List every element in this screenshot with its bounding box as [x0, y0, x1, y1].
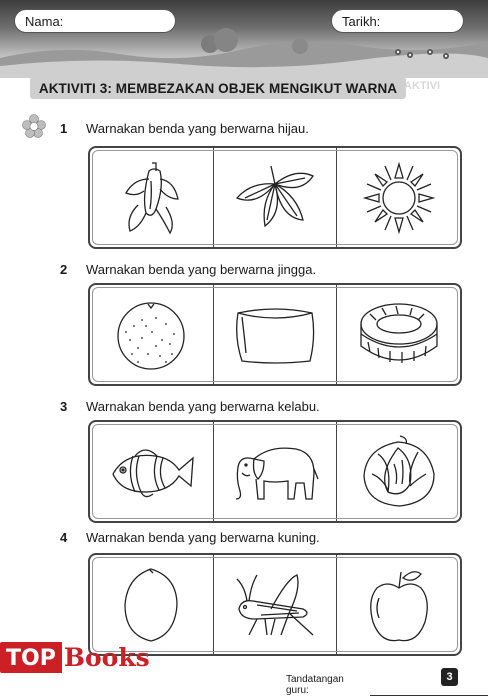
- clownfish-icon: [105, 442, 197, 502]
- picture-cell-bowl[interactable]: [214, 285, 338, 384]
- date-field[interactable]: [331, 9, 464, 33]
- question-3: [60, 399, 320, 414]
- question-number: 4: [60, 530, 68, 545]
- question-text: Warnakan benda yang berwarna jingga.: [86, 262, 317, 277]
- activity-title-shadow: AKTIVI: [404, 80, 441, 92]
- teacher-signature-label: Tandatangan guru:: [286, 674, 344, 696]
- question-text: Warnakan benda yang berwarna kelabu.: [86, 399, 320, 414]
- picture-cell-lemon[interactable]: [90, 555, 214, 654]
- picture-row-2: [88, 283, 462, 386]
- header-banner: [0, 0, 488, 78]
- banana-icon: [116, 157, 186, 239]
- activity-title: AKTIVITI 3: MEMBEZAKAN OBJEK MENGIKUT WARNA: [30, 77, 406, 99]
- question-number: 2: [60, 262, 68, 277]
- topbooks-logo: [0, 642, 150, 673]
- logo-top-text: TOP: [0, 642, 62, 673]
- picture-cell-cabbage[interactable]: [337, 422, 460, 521]
- picture-cell-sun[interactable]: [337, 148, 460, 247]
- name-field[interactable]: [14, 9, 176, 33]
- question-4: [60, 530, 320, 545]
- cabbage-icon: [358, 434, 440, 510]
- apple-icon: [365, 564, 433, 646]
- date-label: Tarikh:: [342, 13, 381, 29]
- signature-line[interactable]: [370, 686, 488, 696]
- orange-icon: [112, 296, 190, 374]
- picture-cell-leaves[interactable]: [214, 148, 338, 247]
- question-text: Warnakan benda yang berwarna kuning.: [86, 530, 320, 545]
- question-1: [60, 121, 309, 136]
- question-number: 3: [60, 399, 68, 414]
- lemon-icon: [117, 565, 185, 645]
- page-number: 3: [441, 668, 458, 686]
- question-text: Warnakan benda yang berwarna hijau.: [86, 121, 309, 136]
- flower-icon: [22, 114, 46, 138]
- picture-cell-elephant[interactable]: [214, 422, 338, 521]
- logo-books-text: Books: [63, 643, 150, 672]
- picture-cell-tyre[interactable]: [337, 285, 460, 384]
- picture-cell-clownfish[interactable]: [90, 422, 214, 521]
- sun-icon: [361, 160, 437, 236]
- picture-row-3: [88, 420, 462, 523]
- bowl-icon: [232, 303, 318, 367]
- leaves-icon: [231, 162, 319, 234]
- picture-cell-grasshopper[interactable]: [214, 555, 338, 654]
- picture-row-1: [88, 146, 462, 249]
- tyre-icon: [356, 296, 442, 374]
- picture-cell-banana[interactable]: [90, 148, 214, 247]
- picture-row-4: [88, 553, 462, 656]
- picture-cell-apple[interactable]: [337, 555, 460, 654]
- grasshopper-icon: [227, 569, 323, 641]
- elephant-icon: [230, 439, 320, 505]
- picture-cell-orange[interactable]: [90, 285, 214, 384]
- question-2: [60, 262, 316, 277]
- question-number: 1: [60, 121, 68, 136]
- name-label: Nama:: [25, 13, 64, 29]
